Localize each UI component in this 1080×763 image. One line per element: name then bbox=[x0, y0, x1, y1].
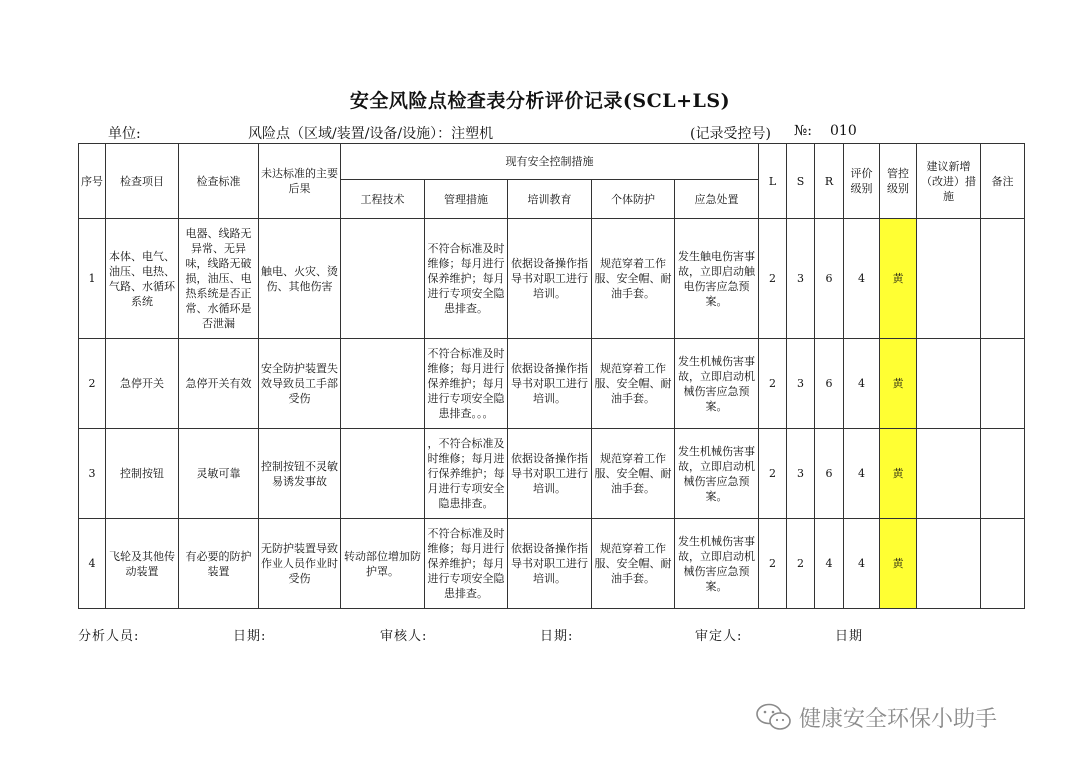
header-management: 管理措施 bbox=[425, 180, 508, 219]
risk-point-label: 风险点（区域/装置/设备/设施）：注塑机 bbox=[248, 126, 494, 142]
cell-emergency: 发生机械伤害事故，立即启动机械伤害应急预案。 bbox=[675, 339, 759, 429]
header-ppe: 个体防护 bbox=[592, 180, 675, 219]
record-no-label: (记录受控号) bbox=[690, 126, 771, 142]
cell-ppe: 规范穿着工作服、安全帽、耐油手套。 bbox=[592, 519, 675, 609]
cell-eval-level: 4 bbox=[844, 339, 880, 429]
header-L: L bbox=[759, 144, 787, 219]
cell-ppe: 规范穿着工作服、安全帽、耐油手套。 bbox=[592, 429, 675, 519]
cell-suggestion bbox=[917, 519, 981, 609]
cell-control-level: 黄 bbox=[880, 519, 917, 609]
header-seq: 序号 bbox=[79, 144, 106, 219]
cell-management: 不符合标准及时维修；每月进行保养维护；每月进行专项安全隐患排查。 bbox=[425, 519, 508, 609]
cell-training: 依据设备操作指导书对职工进行培训。 bbox=[508, 219, 592, 339]
cell-control-level: 黄 bbox=[880, 339, 917, 429]
unit-label: 单位: bbox=[108, 126, 141, 142]
cell-L: 2 bbox=[759, 429, 787, 519]
cell-seq: 2 bbox=[79, 339, 106, 429]
cell-management: 不符合标准及时维修；每月进行保养维护；每月进行专项安全隐患排查。。。 bbox=[425, 339, 508, 429]
cell-item: 控制按钮 bbox=[106, 429, 179, 519]
header-standard: 检查标准 bbox=[179, 144, 259, 219]
header-R: R bbox=[815, 144, 844, 219]
cell-standard: 电器、线路无异常、无异味，线路无破损，油压、电热系统是否正常、水循环是否泄漏 bbox=[179, 219, 259, 339]
cell-standard: 灵敏可靠 bbox=[179, 429, 259, 519]
record-no-symbol: №: bbox=[794, 123, 812, 139]
cell-consequence: 触电、火灾、烫伤、其他伤害 bbox=[259, 219, 341, 339]
cell-eval-level: 4 bbox=[844, 429, 880, 519]
cell-item: 本体、电气、油压、电热、气路、水循环系统 bbox=[106, 219, 179, 339]
header-S: S bbox=[787, 144, 815, 219]
header-eval-level: 评价级别 bbox=[844, 144, 880, 219]
cell-remark bbox=[981, 429, 1025, 519]
cell-management: 不符合标准及时维修；每月进行保养维护；每月进行专项安全隐患排查。 bbox=[425, 219, 508, 339]
cell-S: 3 bbox=[787, 219, 815, 339]
cell-remark bbox=[981, 339, 1025, 429]
watermark-text: 健康安全环保小助手 bbox=[799, 706, 998, 732]
cell-standard: 有必要的防护装置 bbox=[179, 519, 259, 609]
cell-R: 6 bbox=[815, 219, 844, 339]
signature-footer bbox=[78, 625, 1024, 645]
cell-emergency: 发生机械伤害事故，立即启动机械伤害应急预案。 bbox=[675, 519, 759, 609]
header-engineering: 工程技术 bbox=[341, 180, 425, 219]
cell-R: 6 bbox=[815, 429, 844, 519]
table-row bbox=[79, 339, 1025, 429]
cell-eval-level: 4 bbox=[844, 519, 880, 609]
cell-consequence: 无防护装置导致作业人员作业时受伤 bbox=[259, 519, 341, 609]
header-controls-group: 现有安全控制措施 bbox=[341, 144, 759, 180]
header-consequence: 未达标准的主要后果 bbox=[259, 144, 341, 219]
header-emergency: 应急处置 bbox=[675, 180, 759, 219]
header-training: 培训教育 bbox=[508, 180, 592, 219]
risk-check-table bbox=[78, 143, 1025, 609]
cell-engineering: 转动部位增加防护罩。 bbox=[341, 519, 425, 609]
date-label-2: 日期: bbox=[540, 629, 574, 644]
cell-item: 急停开关 bbox=[106, 339, 179, 429]
cell-item: 飞轮及其他传动装置 bbox=[106, 519, 179, 609]
table-row bbox=[79, 429, 1025, 519]
cell-suggestion bbox=[917, 339, 981, 429]
cell-training: 依据设备操作指导书对职工进行培训。 bbox=[508, 519, 592, 609]
cell-S: 3 bbox=[787, 429, 815, 519]
table-row bbox=[79, 519, 1025, 609]
date-label-1: 日期: bbox=[233, 629, 267, 644]
cell-engineering bbox=[341, 219, 425, 339]
cell-control-level: 黄 bbox=[880, 219, 917, 339]
header-remark: 备注 bbox=[981, 144, 1025, 219]
cell-consequence: 安全防护装置失效导致员工手部受伤 bbox=[259, 339, 341, 429]
cell-ppe: 规范穿着工作服、安全帽、耐油手套。 bbox=[592, 339, 675, 429]
cell-remark bbox=[981, 219, 1025, 339]
reviewer-label: 审核人: bbox=[380, 629, 428, 644]
cell-engineering bbox=[341, 429, 425, 519]
cell-training: 依据设备操作指导书对职工进行培训。 bbox=[508, 429, 592, 519]
cell-seq: 4 bbox=[79, 519, 106, 609]
cell-ppe: 规范穿着工作服、安全帽、耐油手套。 bbox=[592, 219, 675, 339]
cell-R: 6 bbox=[815, 339, 844, 429]
cell-seq: 1 bbox=[79, 219, 106, 339]
cell-suggestion bbox=[917, 429, 981, 519]
wechat-icon bbox=[755, 702, 793, 732]
cell-R: 4 bbox=[815, 519, 844, 609]
cell-remark bbox=[981, 519, 1025, 609]
record-no-value: 010 bbox=[830, 123, 857, 139]
page-title: 安全风险点检查表分析评价记录(SCL+LS) bbox=[349, 90, 731, 112]
cell-S: 3 bbox=[787, 339, 815, 429]
cell-emergency: 发生机械伤害事故，立即启动机械伤害应急预案。 bbox=[675, 429, 759, 519]
cell-L: 2 bbox=[759, 339, 787, 429]
cell-S: 2 bbox=[787, 519, 815, 609]
cell-standard: 急停开关有效 bbox=[179, 339, 259, 429]
cell-control-level: 黄 bbox=[880, 429, 917, 519]
cell-L: 2 bbox=[759, 519, 787, 609]
cell-seq: 3 bbox=[79, 429, 106, 519]
cell-L: 2 bbox=[759, 219, 787, 339]
date-label-3: 日期 bbox=[835, 629, 864, 644]
cell-training: 依据设备操作指导书对职工进行培训。 bbox=[508, 339, 592, 429]
info-row bbox=[78, 123, 1024, 143]
cell-eval-level: 4 bbox=[844, 219, 880, 339]
header-control-level: 管控级别 bbox=[880, 144, 917, 219]
header-suggestion: 建议新增（改进）措施 bbox=[917, 144, 981, 219]
header-item: 检查项目 bbox=[106, 144, 179, 219]
table-row bbox=[79, 219, 1025, 339]
watermark bbox=[755, 700, 1055, 734]
cell-suggestion bbox=[917, 219, 981, 339]
cell-management: ，不符合标准及时维修；每月进行保养维护；每月进行专项安全隐患排查。 bbox=[425, 429, 508, 519]
approver-label: 审定人: bbox=[695, 629, 743, 644]
cell-consequence: 控制按钮不灵敏易诱发事故 bbox=[259, 429, 341, 519]
cell-emergency: 发生触电伤害事故，立即启动触电伤害应急预案。 bbox=[675, 219, 759, 339]
analyst-label: 分析人员: bbox=[78, 629, 140, 644]
cell-engineering bbox=[341, 339, 425, 429]
